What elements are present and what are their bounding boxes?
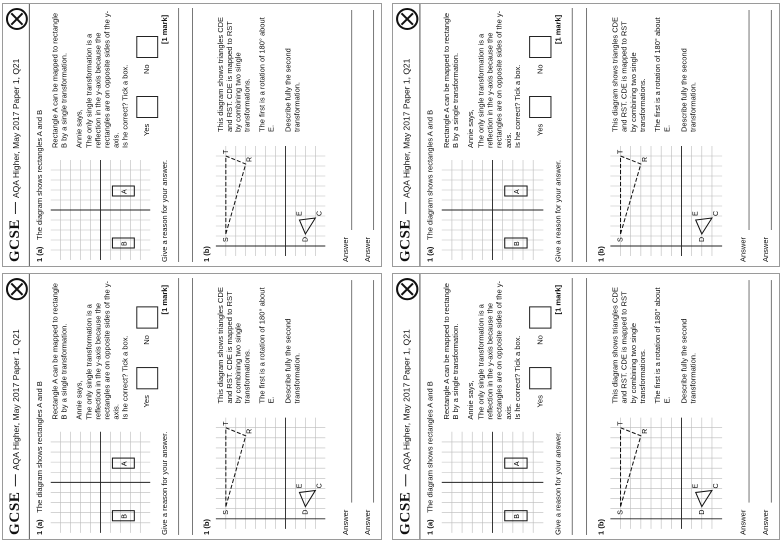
- worksheet-content: [3, 274, 381, 539]
- vertex-r: R: [246, 428, 254, 434]
- rect-a-label: A: [513, 189, 521, 194]
- paper-source: AQA Higher, May 2017 Paper 1, Q21: [10, 329, 21, 471]
- annie-quote: The only single transformation is a reflection in the y-axis because the rectangles are on opposite sides of the y-axis.: [84, 280, 121, 420]
- vertex-d: D: [302, 236, 310, 242]
- q1a-statement: Rectangle A can be mapped to rectangle B by a single transformation.: [441, 12, 461, 148]
- tick-question: Is he correct? Tick a box.: [120, 335, 130, 420]
- vertex-t: T: [616, 421, 625, 426]
- yes-label: Yes: [142, 123, 152, 136]
- vertex-e: E: [296, 211, 304, 216]
- crossed-circle-logo-icon: [6, 278, 28, 300]
- answer-line-1[interactable]: [749, 280, 750, 503]
- answer-label-top: Answer: [341, 509, 351, 535]
- gcse-brand: GCSE: [397, 219, 414, 262]
- vertex-e: E: [691, 483, 700, 489]
- q1a-marks: [1 mark]: [553, 284, 563, 315]
- q1a-label: 1 (a): [34, 519, 44, 535]
- answer-label-top: Answer: [341, 236, 351, 262]
- answer-label-bottom: Answer: [760, 236, 770, 262]
- q1b-label: 1 (b): [596, 246, 606, 262]
- q1a-intro: The diagram shows rectangles A and B: [425, 381, 435, 513]
- vertex-d: D: [302, 509, 310, 515]
- reason-line-2[interactable]: [192, 278, 193, 535]
- yes-tick-box[interactable]: [136, 96, 158, 118]
- vertex-c: C: [316, 210, 324, 216]
- annie-quote: The only single transformation is a reflection in the y-axis because the rectangles are on opposite sides of the y-axis.: [476, 280, 513, 420]
- vertex-e: E: [692, 211, 700, 216]
- q1b-label: 1 (b): [201, 518, 211, 535]
- vertex-s: S: [616, 510, 625, 515]
- q1b-text: This diagram shows triangles CDE and RST. CDE is mapped to RST by combining two single transformations.: [215, 16, 252, 132]
- answer-line-2[interactable]: [771, 10, 772, 230]
- vertex-r: R: [640, 428, 649, 434]
- q1a-label: 1 (a): [425, 246, 435, 262]
- triangles-grid: [610, 141, 727, 256]
- tick-question: Is he correct? Tick a box.: [512, 64, 523, 148]
- reason-prompt: Give a reason for your answer.: [160, 159, 170, 262]
- rect-b-label: B: [121, 241, 129, 246]
- header-dash: [405, 202, 406, 214]
- no-label: No: [535, 335, 545, 345]
- vertex-t: T: [617, 149, 625, 154]
- worksheet-header: [3, 4, 30, 266]
- rectangles-grid: [442, 155, 544, 260]
- vertex-s: S: [222, 237, 230, 242]
- rect-a-label: A: [121, 461, 129, 467]
- q1b-describe: Describe fully the second transformation.: [283, 48, 302, 132]
- rectangles-grid: [51, 427, 150, 533]
- worksheet-content: [393, 4, 779, 266]
- no-label: No: [535, 64, 545, 74]
- answer-line-2[interactable]: [373, 280, 374, 503]
- annie-says: Annie says,: [74, 109, 84, 148]
- no-tick-box[interactable]: [529, 36, 551, 58]
- vertex-s: S: [617, 237, 625, 242]
- gcse-brand: GCSE: [6, 219, 23, 262]
- q1b-first-transformation: The first is a rotation of 180° about E.: [653, 287, 672, 404]
- q1a-intro: The diagram shows rectangles A and B: [34, 381, 44, 513]
- reason-line-1[interactable]: [178, 278, 179, 535]
- worksheet-content: [393, 274, 779, 539]
- answer-line-2[interactable]: [771, 280, 772, 503]
- vertex-t: T: [222, 149, 230, 154]
- q1b-first-transformation: The first is a rotation of 180° about E.: [257, 17, 276, 132]
- worksheet-header: [3, 274, 30, 539]
- header-dash: [15, 474, 16, 486]
- q1b-describe: Describe fully the second transformation.: [283, 318, 302, 404]
- gcse-brand: GCSE: [397, 491, 414, 535]
- vertex-c: C: [713, 210, 721, 216]
- q1b-first-transformation: The first is a rotation of 180° about E.: [257, 287, 276, 404]
- reason-line-2[interactable]: [586, 278, 587, 535]
- rectangles-grid: [442, 427, 544, 533]
- q1a-marks: [1 mark]: [553, 14, 563, 44]
- reason-prompt: Give a reason for your answer.: [160, 431, 170, 535]
- q1b-label: 1 (b): [201, 246, 211, 262]
- yes-label: Yes: [535, 395, 545, 408]
- q1b-first-transformation: The first is a rotation of 180° about E.: [653, 17, 672, 132]
- vertex-r: R: [641, 156, 649, 162]
- q1b-text: This diagram shows triangles CDE and RST. CDE is mapped to RST by combining two single transformations.: [610, 287, 647, 404]
- answer-label-bottom: Answer: [760, 509, 770, 535]
- worksheet-top-left: [2, 3, 382, 267]
- reason-line-2[interactable]: [192, 8, 193, 262]
- no-label: No: [142, 335, 152, 345]
- worksheet-content: [3, 4, 381, 266]
- gcse-brand: GCSE: [6, 491, 23, 535]
- yes-label: Yes: [535, 123, 545, 136]
- q1a-marks: [1 mark]: [160, 284, 170, 315]
- answer-label-top: Answer: [738, 509, 748, 535]
- vertex-c: C: [712, 483, 721, 489]
- reason-prompt: Give a reason for your answer.: [553, 431, 563, 535]
- no-tick-box[interactable]: [136, 36, 158, 58]
- yes-tick-box[interactable]: [529, 367, 551, 389]
- q1a-statement: Rectangle A can be mapped to rectangle B by a single transformation.: [50, 282, 69, 420]
- answer-line-2[interactable]: [373, 10, 374, 230]
- vertex-s: S: [222, 509, 230, 515]
- vertex-r: R: [246, 156, 254, 162]
- reason-prompt: Give a reason for your answer.: [553, 159, 563, 262]
- q1b-label: 1 (b): [596, 518, 606, 535]
- answer-label-bottom: Answer: [363, 236, 373, 262]
- paper-source: AQA Higher, May 2017 Paper 1, Q21: [10, 58, 21, 198]
- annie-says: Annie says,: [466, 109, 476, 148]
- q1a-statement: Rectangle A can be mapped to rectangle B by a single transformation.: [441, 282, 461, 420]
- triangles-grid: [610, 413, 727, 529]
- tick-question: Is he correct? Tick a box.: [512, 335, 523, 420]
- vertex-d: D: [698, 236, 706, 242]
- annie-quote: The only single transformation is a reflection in the y-axis because the rectangles are on opposite sides of the y-axis.: [476, 10, 513, 148]
- yes-label: Yes: [142, 395, 152, 408]
- rect-a-label: A: [512, 461, 521, 467]
- answer-label-bottom: Answer: [363, 509, 373, 535]
- worksheet-bottom-right: [392, 273, 780, 540]
- annie-says: Annie says,: [466, 380, 476, 420]
- crossed-circle-logo-icon: [6, 8, 28, 30]
- reason-line-1[interactable]: [572, 8, 573, 262]
- worksheet-header: [393, 4, 420, 266]
- triangles-grid: [216, 141, 330, 256]
- q1a-intro: The diagram shows rectangles A and B: [34, 109, 44, 240]
- paper-source: AQA Higher, May 2017 Paper 1, Q21: [401, 329, 412, 471]
- yes-tick-box[interactable]: [136, 367, 158, 389]
- vertex-d: D: [697, 509, 706, 515]
- q1b-text: This diagram shows triangles CDE and RST. CDE is mapped to RST by combining two single transformations.: [610, 16, 647, 132]
- no-tick-box[interactable]: [529, 306, 551, 328]
- q1a-intro: The diagram shows rectangles A and B: [425, 109, 435, 240]
- annie-quote: The only single transformation is a reflection in the y-axis because the rectangles are on opposite sides of the y-axis.: [84, 10, 121, 148]
- vertex-t: T: [222, 421, 230, 426]
- vertex-e: E: [296, 483, 304, 489]
- q1b-text: This diagram shows triangles CDE and RST. CDE is mapped to RST by combining two single transformations.: [215, 287, 252, 404]
- header-dash: [15, 202, 16, 214]
- worksheet-top-right: [392, 3, 780, 267]
- reason-line-1[interactable]: [178, 8, 179, 262]
- reason-line-2[interactable]: [586, 8, 587, 262]
- answer-label-top: Answer: [738, 236, 748, 262]
- answer-line-1[interactable]: [749, 10, 750, 230]
- tick-question: Is he correct? Tick a box.: [120, 64, 130, 148]
- q1b-describe: Describe fully the second transformation.: [679, 48, 698, 132]
- paper-source: AQA Higher, May 2017 Paper 1, Q21: [401, 58, 412, 198]
- rect-a-label: A: [121, 189, 129, 194]
- crossed-circle-logo-icon: [396, 8, 418, 30]
- crossed-circle-logo-icon: [396, 278, 418, 300]
- q1a-marks: [1 mark]: [160, 14, 170, 44]
- worksheet-header: [393, 274, 420, 539]
- no-label: No: [142, 64, 152, 74]
- header-dash: [405, 474, 406, 486]
- rect-b-label: B: [513, 241, 521, 246]
- answer-line-1[interactable]: [351, 10, 352, 230]
- q1a-label: 1 (a): [34, 246, 44, 262]
- rect-b-label: B: [512, 514, 521, 519]
- q1a-statement: Rectangle A can be mapped to rectangle B by a single transformation.: [50, 12, 69, 148]
- q1a-label: 1 (a): [425, 519, 435, 535]
- annie-says: Annie says,: [74, 380, 84, 420]
- yes-tick-box[interactable]: [529, 96, 551, 118]
- rectangles-grid: [51, 155, 150, 260]
- answer-line-1[interactable]: [351, 280, 352, 503]
- q1b-describe: Describe fully the second transformation.: [679, 318, 698, 404]
- reason-line-1[interactable]: [572, 278, 573, 535]
- worksheet-bottom-left: [2, 273, 382, 540]
- no-tick-box[interactable]: [136, 306, 158, 328]
- triangles-grid: [216, 413, 330, 529]
- rect-b-label: B: [121, 514, 129, 519]
- vertex-c: C: [316, 483, 324, 489]
